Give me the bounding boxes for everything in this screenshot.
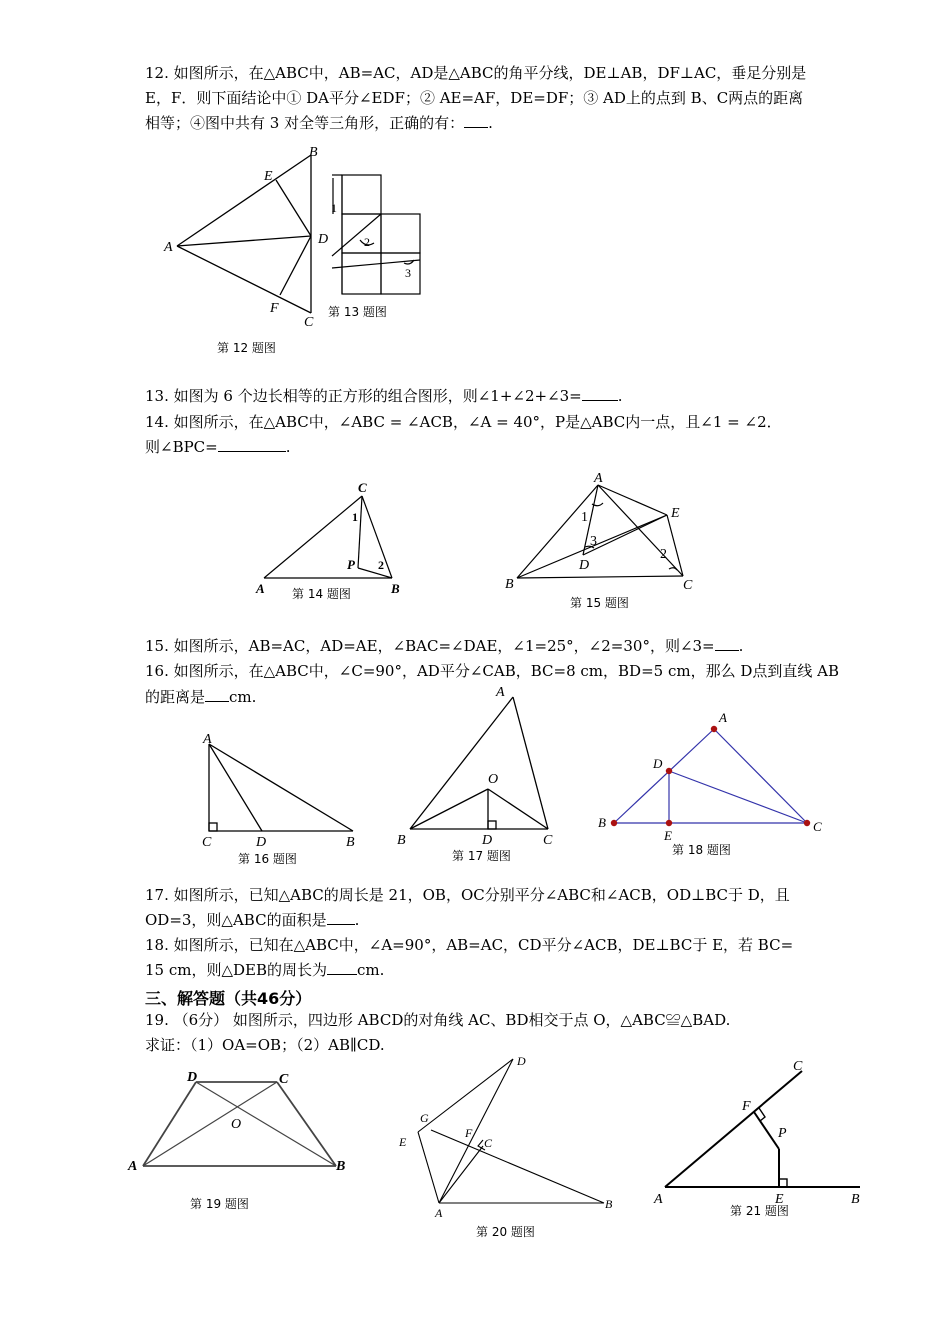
q12-line1: 12. 如图所示，在△ABC中，AB=AC，AD是△ABC的角平分线，DE⊥AB，DF⊥AC，垂足分别是 [145, 64, 807, 82]
q14-line1: 14. 如图所示，在△ABC中，∠ABC = ∠ACB，∠A = 40°，P是△ABC内一点，且∠1 = ∠2． [145, 413, 782, 431]
fig12-caption: 第 12 题图 [217, 341, 276, 355]
fig15-label-a: A [594, 471, 603, 486]
fig13-angle-1: 1 [331, 201, 337, 215]
q17-line1: 17. 如图所示，已知△ABC的周长是 21，OB，OC分别平分∠ABC和∠ACB，OD⊥BC于 D，且 [145, 886, 790, 904]
fig14-label-b: B [391, 581, 400, 596]
fig19-label-d: D [187, 1070, 198, 1085]
fig14-label-p: P [347, 557, 355, 572]
fig17-label-o: O [488, 772, 499, 787]
fig17-label-c: C [543, 833, 553, 848]
fig15-angle-1: 1 [581, 510, 588, 525]
fig17-label-b: B [397, 833, 406, 848]
fig13-angle-2: 2 [364, 235, 370, 249]
fig19-caption: 第 19 题图 [190, 1197, 249, 1211]
fig15-label-e: E [671, 506, 680, 521]
fig18-label-d: D [653, 756, 663, 771]
fig19-label-o: O [231, 1117, 242, 1132]
fig12-label-d: D [318, 232, 329, 247]
fig14-angle-2: 2 [378, 558, 384, 572]
q14-end: . [285, 438, 291, 456]
fig18-label-e: E [664, 828, 672, 843]
fig16-label-a: A [203, 732, 212, 747]
fig12-label-c: C [304, 315, 314, 330]
q12-line3-end: . [488, 114, 493, 132]
q19-line1: 19. （6分） 如图所示，四边形 ABCD的对角线 AC、BD相交于点 O，△ABC≌△BAD. [145, 1011, 731, 1029]
fig21-label-p: P [778, 1126, 787, 1141]
fig20-label-a: A [435, 1206, 443, 1220]
fig15-label-c: C [683, 578, 693, 593]
fig15-angle-2: 2 [660, 547, 667, 562]
fig20-label-g: G [420, 1111, 429, 1125]
fig20-caption: 第 20 题图 [476, 1225, 535, 1239]
q16-text: 的距离是 [145, 688, 206, 706]
fig20-label-e: E [399, 1135, 407, 1149]
fig15-label-b: B [505, 577, 514, 592]
figure-20 [418, 1059, 604, 1203]
fig21-label-b: B [851, 1192, 860, 1207]
q17-text: OD=3，则△ABC的面积是 [145, 911, 327, 929]
fig20-label-d: D [517, 1054, 526, 1068]
fig17-label-a: A [496, 685, 505, 700]
fig19-label-a: A [128, 1159, 138, 1174]
fig16-caption: 第 16 题图 [238, 852, 297, 866]
fig18-label-b: B [598, 815, 606, 830]
fig15-angle-3: 3 [590, 534, 597, 549]
fig17-label-d: D [482, 833, 493, 848]
q19-line2: 求证：（1）OA=OB；（2）AB∥CD. [145, 1036, 385, 1054]
q14-text: 则∠BPC= [145, 438, 218, 456]
q13-text: 13. 如图为 6 个边长相等的正方形的组合图形，则∠1+∠2+∠3= [145, 387, 582, 405]
q15-end: . [738, 637, 744, 655]
figure-21 [665, 1071, 860, 1187]
fig15-label-d: D [579, 558, 590, 573]
fig21-caption: 第 21 题图 [730, 1204, 789, 1218]
fig14-label-c: C [358, 480, 367, 495]
q18-end: cm. [357, 961, 385, 979]
fig21-label-e: E [775, 1192, 784, 1207]
fig21-label-f: F [742, 1099, 751, 1114]
section-heading: 三、解答题（共46分） [145, 989, 312, 1008]
q12-line2: E，F．则下面结论中① DA平分∠EDF；② AE=AF，DE=DF；③ AD上的点到 B、C两点的距离 [145, 89, 804, 107]
q17-end: . [354, 911, 360, 929]
fig16-label-b: B [346, 835, 355, 850]
fig20-label-c: C [484, 1136, 493, 1150]
fig12-label-f: F [270, 301, 279, 316]
fig18-label-a: A [719, 710, 727, 725]
q12-line3-text: 相等；④图中共有 3 对全等三角形，正确的有： [145, 114, 465, 132]
fig12-label-b: B [309, 145, 318, 160]
q16-line1: 16. 如图所示，在△ABC中，∠C=90°，AD平分∠CAB，BC=8 cm，BD=5 cm，那么 D点到直线 AB [145, 662, 839, 680]
fig21-label-c: C [793, 1059, 803, 1074]
fig18-caption: 第 18 题图 [672, 843, 731, 857]
fig12-label-e: E [264, 169, 273, 184]
q16-end: cm. [229, 688, 257, 706]
fig15-caption: 第 15 题图 [570, 596, 629, 610]
fig14-caption: 第 14 题图 [292, 587, 351, 601]
fig19-label-b: B [336, 1159, 346, 1174]
fig20-label-f: F [465, 1126, 473, 1140]
fig13-angle-3: 3 [405, 266, 411, 280]
q18-line1: 18. 如图所示，已知在△ABC中，∠A=90°，AB=AC，CD平分∠ACB，DE⊥BC于 E，若 BC= [145, 936, 794, 954]
fig16-label-d: D [256, 835, 267, 850]
fig14-label-a: A [256, 581, 265, 596]
fig18-label-c: C [813, 819, 822, 834]
q15-text: 15. 如图所示，AB=AC，AD=AE，∠BAC=∠DAE，∠1=25°，∠2=30°，则∠3= [145, 637, 715, 655]
fig20-label-b: B [605, 1197, 613, 1211]
fig16-label-c: C [202, 835, 212, 850]
fig17-caption: 第 17 题图 [452, 849, 511, 863]
fig14-angle-1: 1 [352, 510, 358, 524]
q13-end: . [617, 387, 623, 405]
fig19-label-c: C [279, 1072, 289, 1087]
q18-text: 15 cm，则△DEB的周长为 [145, 961, 328, 979]
fig13-caption: 第 13 题图 [328, 305, 387, 319]
fig12-label-a: A [164, 240, 173, 255]
fig21-label-a: A [654, 1192, 663, 1207]
